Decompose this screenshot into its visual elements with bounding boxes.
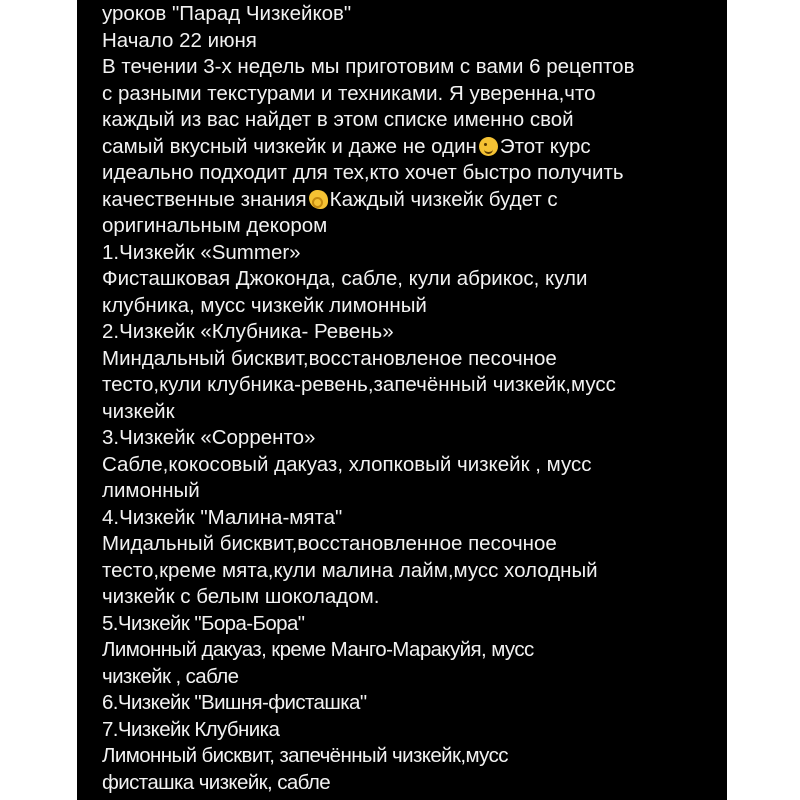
text-line — [102, 134, 722, 161]
text-line: Начало 22 июня — [102, 28, 257, 52]
recipe-title: 1.Чизкейк «Summer» — [102, 240, 301, 264]
text-line: клубника, мусс чизкейк лимонный — [102, 293, 427, 317]
text-line — [102, 187, 722, 214]
text-line: Мидальный бисквит,восстановленное песочное — [102, 532, 557, 555]
recipe-title: 3.Чизкейк «Сорренто» — [102, 426, 316, 449]
text-line: с разными текстурами и техниками. Я уверенна,что — [102, 81, 596, 105]
recipe-title: 6.Чизкейк "Вишня-фисташка" — [102, 691, 367, 714]
text-line: чизкейк , сабле — [102, 664, 239, 688]
text-line: В течении 3-х недель мы приготовим с вами 6 рецептов — [102, 55, 635, 78]
ok-hand-icon — [309, 190, 328, 209]
recipe-title: 5.Чизкейк "Бора-Бора" — [102, 611, 305, 635]
text-line: чизкейк — [102, 399, 175, 423]
text-line: тесто,креме мята,кули малина лайм,мусс холодный — [102, 558, 598, 582]
text-line: фисташка чизкейк, сабле — [102, 770, 331, 794]
text-line: Фисташковая Джоконда, сабле, кули абрикос, кули — [102, 267, 588, 290]
text-line: чизкейк с белым шоколадом. — [102, 585, 380, 608]
text-line: уроков "Парад Чизкейков" — [102, 2, 352, 25]
text-line: оригинальным декором — [102, 214, 328, 237]
text-segment: Каждый чизкейк будет с — [329, 187, 558, 211]
text-line: тесто,кули клубника-ревень,запечённый чизкейк,мусс — [102, 373, 616, 396]
recipe-title: 2.Чизкейк «Клубника- Ревень» — [102, 320, 394, 343]
text-line: Лимонный бисквит, запечённый чизкейк,мусс — [102, 744, 508, 767]
recipe-title: 7.Чизкейк Клубника — [102, 717, 280, 741]
text-segment: Этот курс — [499, 134, 591, 158]
text-line: Миндальный бисквит,восстановленое песочное — [102, 346, 557, 370]
text-line: лимонный — [102, 479, 200, 502]
post-text — [102, 1, 722, 796]
text-line: Лимонный дакуаз, креме Манго-Маракуйя, мусс — [102, 638, 534, 661]
text-line: идеально подходит для тех,кто хочет быстро получить — [102, 161, 624, 184]
text-line: каждый из вас найдет в этом списке именно свой — [102, 108, 574, 131]
text-segment: самый вкусный чизкейк и даже не один — [102, 134, 477, 158]
text-segment: качественные знания — [102, 187, 307, 211]
recipe-title: 4.Чизкейк "Малина-мята" — [102, 505, 343, 529]
text-line: Сабле,кокосовый дакуаз, хлопковый чизкейк , мусс — [102, 452, 592, 476]
winking-face-icon — [479, 137, 498, 156]
